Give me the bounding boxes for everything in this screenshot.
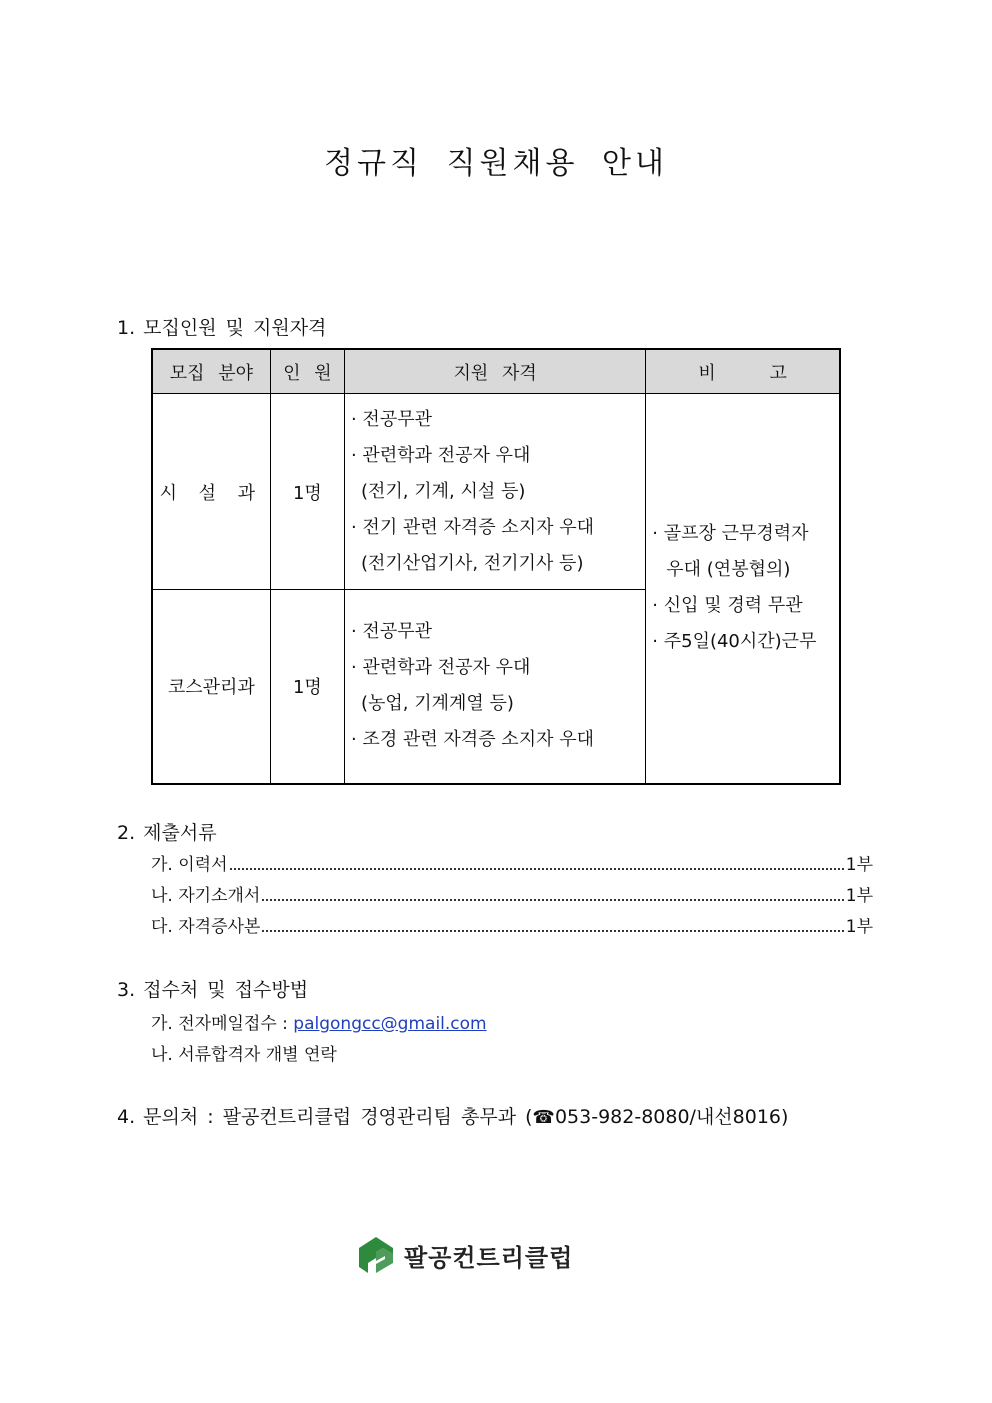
phone-icon: ☎ — [532, 1107, 555, 1128]
header-field: 모집 분야 — [152, 349, 270, 394]
list-item — [151, 912, 873, 943]
section-4-heading — [117, 1102, 788, 1129]
inquiry-phone: 053-982-8080/내선8016) — [554, 1106, 789, 1128]
dot-leader — [230, 867, 844, 870]
header-count: 인 원 — [270, 349, 344, 394]
note-line: 우대 (연봉협의) — [666, 559, 791, 581]
section-3-title: 접수처 및 접수방법 — [143, 979, 309, 1001]
section-3-number: 3. — [117, 979, 136, 1001]
section-4-number: 4. — [117, 1106, 136, 1128]
email-link[interactable]: palgongcc@gmail.com — [293, 1014, 487, 1034]
document-qty: 1부 — [845, 886, 873, 906]
header-note: 비 고 — [646, 349, 840, 394]
section-2-title: 제출서류 — [143, 822, 217, 844]
qualification-course-management — [344, 590, 645, 784]
dot-leader — [262, 898, 843, 901]
qualification-line: (전기, 기계, 시설 등) — [360, 480, 526, 502]
document-qty: 1부 — [845, 855, 873, 875]
document-label: 다. 자격증사본 — [151, 917, 261, 937]
dot-leader — [262, 929, 843, 932]
list-item: 나. 서류합격자 개별 연락 — [151, 1045, 337, 1065]
table-header-row — [152, 349, 840, 394]
section-2-number: 2. — [117, 822, 136, 844]
qualification-line: · 관련학과 전공자 우대 — [350, 444, 531, 466]
document-label: 가. 이력서 — [151, 855, 228, 875]
footer-club-name: 팔공컨트리클럽 — [404, 1243, 574, 1272]
document-qty: 1부 — [845, 917, 873, 937]
qualification-line: · 조경 관련 자격증 소지자 우대 — [350, 729, 594, 751]
footer-logo — [358, 1236, 573, 1274]
qualification-line: (전기산업기사, 전기기사 등) — [360, 552, 584, 574]
note-line: · 골프장 근무경력자 — [652, 523, 809, 545]
field-facilities: 시 설 과 — [152, 394, 270, 590]
note-line: · 주5일(40시간)근무 — [652, 631, 817, 653]
list-item — [151, 881, 873, 912]
section-3-heading — [117, 975, 308, 1002]
email-label: 가. 전자메일접수 : — [151, 1014, 294, 1034]
section-1-title: 모집인원 및 지원자격 — [143, 317, 327, 339]
document-label: 나. 자기소개서 — [151, 886, 261, 906]
header-qualification: 지원 자격 — [344, 349, 645, 394]
count-facilities: 1명 — [270, 394, 344, 590]
inquiry-separator: : — [198, 1106, 223, 1128]
documents-list — [151, 850, 873, 943]
list-item — [151, 850, 873, 881]
list-item — [151, 1009, 487, 1040]
table-row — [152, 394, 840, 590]
qualification-line: · 전공무관 — [350, 408, 432, 430]
club-logo-icon — [358, 1236, 394, 1274]
section-2-heading — [117, 818, 217, 845]
section-1-heading — [117, 313, 326, 340]
count-course-management: 1명 — [270, 590, 344, 784]
note-line: · 신입 및 경력 무관 — [652, 595, 803, 617]
note-cell — [646, 394, 840, 784]
qualification-facilities — [344, 394, 645, 590]
qualification-line: · 전공무관 — [350, 621, 432, 643]
inquiry-org: 팔공컨트리클럽 경영관리팀 총무과 ( — [222, 1106, 533, 1128]
section-1-number: 1. — [117, 317, 136, 339]
qualification-line: (농업, 기계계열 등) — [360, 693, 514, 715]
application-methods — [151, 1009, 487, 1071]
recruitment-table — [151, 348, 841, 785]
section-4-title: 문의처 — [143, 1106, 199, 1128]
qualification-line: · 전기 관련 자격증 소지자 우대 — [350, 516, 594, 538]
field-course-management: 코스관리과 — [152, 590, 270, 784]
qualification-line: · 관련학과 전공자 우대 — [350, 657, 531, 679]
page-title: 정규직 직원채용 안내 — [324, 146, 668, 181]
